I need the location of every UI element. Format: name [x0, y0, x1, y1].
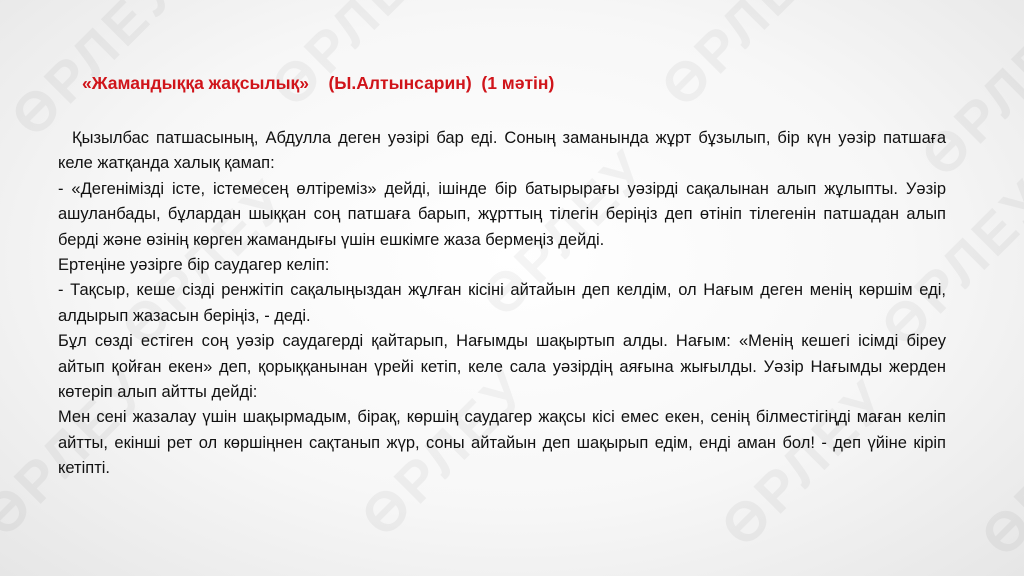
- watermark-text: [648, 0, 842, 119]
- slide-title: «Жамандыққа жақсылық» (Ы.Алтынсарин) (1 мәтін): [82, 73, 555, 93]
- paragraph-3: Ертеңіне уәзірге бір саудагер келіп:: [58, 256, 330, 275]
- paragraph-4: - Тақсыр, кеше сізді ренжітіп сақалыңыздан жұлған кісіні айтайын деп келдім, ол Нағым деген менің көршім еді, алдырып жазасын беріңіз, - деді.: [58, 281, 946, 325]
- paragraph-5: Бұл сөзді естіген соң уәзір саудагерді қайтарып, Нағымды шақыртып алды. Нағым: «Менің кешегі ісімді біреу айтып қойған екен» деп, қорыққанынан үрейі кетіп, келе сала уәзірдің аяғына жығылды. Уәзір Нағымды жерден көтеріп алып айтты дейді:: [58, 332, 946, 402]
- story-text: [58, 126, 946, 482]
- paragraph-2: - «Дегенімізді істе, істемесең өлтіреміз» дейді, ішінде бір батырырағы уәзірді сақалынан алып жұлыпты. Уәзір ашуланбады, бұлардан шыққан соң патшаға барып, жұрттың тілегін беріңіз деп өтініп тілегенін патшадан алып берді және өзінің көрген жамандығы үшін ешкімге жаза бермеңіз дейді.: [58, 179, 946, 249]
- watermark-text: [258, 0, 452, 119]
- watermark-text: [968, 376, 1024, 570]
- paragraph-6: Мен сені жазалау үшін шақырмадым, бірақ, көршің саудагер жақсы кісі емес екен, сенің білместігіңді маған келіп айтты, екінші рет ол көршіңнен сақтанып жүр, соны айтайын деп шақырып едім, енді аман бол! - деп үйіне кіріп кетіпті.: [58, 408, 946, 478]
- paragraph-1: Қызылбас патшасының, Абдулла деген уәзірі бар еді. Соның заманында жұрт бұзылып, бір күн уәзір патшаға келе жатқанда халық қамап:: [58, 129, 946, 173]
